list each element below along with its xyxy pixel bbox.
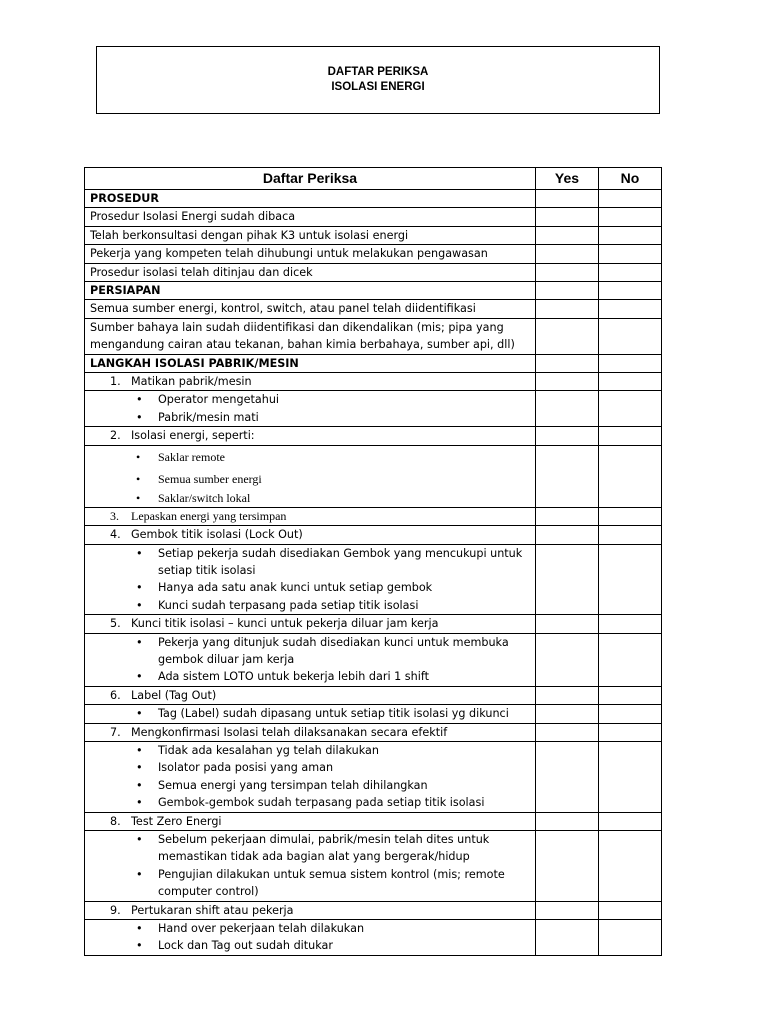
bullet-item bbox=[90, 409, 535, 426]
bullet-item bbox=[90, 490, 535, 507]
bullet-item bbox=[90, 794, 535, 811]
checklist-item-cell bbox=[85, 544, 536, 615]
numbered-step bbox=[90, 508, 535, 525]
table-row bbox=[85, 686, 662, 704]
bullet-icon: • bbox=[136, 598, 143, 612]
checklist-item-cell bbox=[85, 741, 536, 812]
step-number: 2. bbox=[110, 429, 121, 443]
numbered-step bbox=[90, 615, 535, 632]
checklist-item-cell bbox=[85, 633, 536, 686]
bullet-item bbox=[90, 759, 535, 776]
bullet-text: Hand over pekerjaan telah dilakukan bbox=[158, 922, 365, 936]
bullet-item bbox=[90, 920, 535, 937]
bullet-item bbox=[90, 866, 535, 901]
yes-checkbox-cell[interactable] bbox=[536, 263, 599, 281]
yes-checkbox-cell[interactable] bbox=[536, 300, 599, 318]
numbered-step bbox=[90, 373, 535, 390]
bullet-item bbox=[90, 937, 535, 954]
bullet-item bbox=[90, 777, 535, 794]
table-row bbox=[85, 300, 662, 318]
checklist-item-text: Prosedur Isolasi Energi sudah dibaca bbox=[90, 210, 296, 224]
bullet-icon: • bbox=[136, 581, 143, 595]
bullet-text: Isolator pada posisi yang aman bbox=[158, 761, 334, 775]
no-checkbox-cell[interactable] bbox=[599, 920, 662, 956]
bullet-text: Kunci sudah terpasang pada setiap titik isolasi bbox=[158, 598, 419, 612]
bullet-text: Semua energi yang tersimpan telah dihilangkan bbox=[158, 778, 428, 792]
step-text: Isolasi energi, seperti: bbox=[131, 429, 255, 443]
bullet-item bbox=[90, 446, 535, 468]
bullet-icon: • bbox=[136, 867, 143, 881]
table-row bbox=[85, 831, 662, 902]
table-row bbox=[85, 318, 662, 354]
bullet-icon: • bbox=[136, 670, 143, 684]
checklist-item-cell bbox=[85, 391, 536, 427]
yes-checkbox-cell[interactable] bbox=[536, 705, 599, 723]
bullet-icon: • bbox=[136, 707, 143, 721]
bullet-item bbox=[90, 831, 535, 866]
checklist-item-cell bbox=[85, 300, 536, 318]
section-heading: PROSEDUR bbox=[90, 192, 160, 205]
step-number: 6. bbox=[110, 688, 121, 702]
no-checkbox-cell[interactable] bbox=[599, 812, 662, 830]
step-number: 9. bbox=[110, 903, 121, 917]
bullet-icon: • bbox=[136, 393, 143, 407]
bullet-text: Gembok-gembok sudah terpasang pada setiap titik isolasi bbox=[158, 796, 485, 810]
checklist-item-cell bbox=[85, 263, 536, 281]
column-header-yes: Yes bbox=[536, 168, 599, 190]
bullet-text: Hanya ada satu anak kunci untuk setiap gembok bbox=[158, 581, 433, 595]
bullet-item bbox=[90, 391, 535, 408]
no-checkbox-cell[interactable] bbox=[599, 633, 662, 686]
section-heading: LANGKAH ISOLASI PABRIK/MESIN bbox=[90, 356, 299, 370]
column-header-checklist: Daftar Periksa bbox=[85, 168, 536, 190]
yes-checkbox-cell[interactable] bbox=[536, 544, 599, 615]
yes-checkbox-cell[interactable] bbox=[536, 373, 599, 391]
step-number: 7. bbox=[110, 725, 121, 739]
yes-checkbox-cell[interactable] bbox=[536, 741, 599, 812]
table-row bbox=[85, 226, 662, 244]
table-row bbox=[85, 544, 662, 615]
yes-checkbox-cell[interactable] bbox=[536, 245, 599, 263]
bullet-text: Tag (Label) sudah dipasang untuk setiap titik isolasi yg dikunci bbox=[158, 707, 509, 721]
checklist-item-text: Semua sumber energi, kontrol, switch, atau panel telah diidentifikasi bbox=[90, 302, 476, 316]
no-checkbox-cell[interactable] bbox=[599, 190, 662, 208]
checklist-item-cell bbox=[85, 526, 536, 544]
bullet-icon: • bbox=[136, 471, 141, 486]
no-checkbox-cell[interactable] bbox=[599, 544, 662, 615]
bullet-item bbox=[90, 579, 535, 596]
no-checkbox-cell[interactable] bbox=[599, 226, 662, 244]
yes-checkbox-cell[interactable] bbox=[536, 507, 599, 525]
table-row bbox=[85, 354, 662, 372]
bullet-icon: • bbox=[136, 410, 143, 424]
bullet-item bbox=[90, 742, 535, 759]
no-checkbox-cell[interactable] bbox=[599, 445, 662, 507]
bullet-text: Saklar remote bbox=[158, 449, 225, 464]
table-row bbox=[85, 615, 662, 633]
no-checkbox-cell[interactable] bbox=[599, 391, 662, 427]
no-checkbox-cell[interactable] bbox=[599, 615, 662, 633]
no-checkbox-cell[interactable] bbox=[599, 526, 662, 544]
yes-checkbox-cell[interactable] bbox=[536, 901, 599, 919]
table-row bbox=[85, 920, 662, 956]
checklist-item-cell bbox=[85, 831, 536, 902]
yes-checkbox-cell[interactable] bbox=[536, 633, 599, 686]
bullet-icon: • bbox=[136, 449, 141, 464]
no-checkbox-cell[interactable] bbox=[599, 354, 662, 372]
table-row bbox=[85, 245, 662, 263]
table-row bbox=[85, 633, 662, 686]
no-checkbox-cell[interactable] bbox=[599, 507, 662, 525]
bullet-text: Tidak ada kesalahan yg telah dilakukan bbox=[158, 743, 379, 757]
yes-checkbox-cell[interactable] bbox=[536, 526, 599, 544]
numbered-step bbox=[90, 813, 535, 830]
step-number: 5. bbox=[110, 617, 121, 631]
bullet-icon: • bbox=[136, 796, 143, 810]
no-checkbox-cell[interactable] bbox=[599, 427, 662, 445]
checklist-table bbox=[84, 167, 662, 956]
checklist-item-cell bbox=[85, 812, 536, 830]
bullet-item bbox=[90, 705, 535, 722]
no-checkbox-cell[interactable] bbox=[599, 901, 662, 919]
checklist-item-cell bbox=[85, 245, 536, 263]
table-row bbox=[85, 391, 662, 427]
bullet-text: Ada sistem LOTO untuk bekerja lebih dari 1 shift bbox=[158, 670, 429, 684]
checklist-item-cell bbox=[85, 318, 536, 354]
bullet-item bbox=[90, 545, 535, 580]
bullet-text: Setiap pekerja sudah disediakan Gembok yang mencukupi untuk setiap titik isolasi bbox=[158, 546, 523, 577]
checklist-item-cell bbox=[85, 445, 536, 507]
bullet-text: Pengujian dilakukan untuk semua sistem kontrol (mis; remote computer control) bbox=[158, 867, 505, 899]
table-row bbox=[85, 705, 662, 723]
step-text: Kunci titik isolasi – kunci untuk pekerja diluar jam kerja bbox=[131, 617, 439, 631]
yes-checkbox-cell[interactable] bbox=[536, 686, 599, 704]
yes-checkbox-cell[interactable] bbox=[536, 920, 599, 956]
title-line-2: ISOLASI ENERGI bbox=[331, 81, 425, 93]
no-checkbox-cell[interactable] bbox=[599, 723, 662, 741]
bullet-item bbox=[90, 668, 535, 685]
no-checkbox-cell[interactable] bbox=[599, 208, 662, 226]
checklist-body bbox=[85, 190, 662, 956]
table-header-row bbox=[85, 168, 662, 190]
yes-checkbox-cell[interactable] bbox=[536, 831, 599, 902]
checklist-item-text: Sumber bahaya lain sudah diidentifikasi dan dikendalikan (mis; pipa yang mengandung cairan atau tekanan, bahan kimia berbahaya, sumber api, dll) bbox=[90, 320, 515, 352]
numbered-step bbox=[90, 526, 535, 543]
no-checkbox-cell[interactable] bbox=[599, 282, 662, 300]
checklist-item-cell bbox=[85, 190, 536, 208]
bullet-text: Lock dan Tag out sudah ditukar bbox=[158, 939, 333, 953]
bullet-icon: • bbox=[136, 833, 143, 846]
checklist-item-cell bbox=[85, 507, 536, 525]
yes-checkbox-cell[interactable] bbox=[536, 391, 599, 427]
checklist-item-cell bbox=[85, 686, 536, 704]
step-number: 1. bbox=[110, 375, 121, 389]
table-row bbox=[85, 741, 662, 812]
no-checkbox-cell[interactable] bbox=[599, 245, 662, 263]
bullet-icon: • bbox=[136, 743, 143, 757]
yes-checkbox-cell[interactable] bbox=[536, 445, 599, 507]
checklist-item-text: Telah berkonsultasi dengan pihak K3 untuk isolasi energi bbox=[90, 228, 409, 242]
no-checkbox-cell[interactable] bbox=[599, 318, 662, 354]
bullet-icon: • bbox=[136, 490, 141, 505]
column-header-no: No bbox=[599, 168, 662, 190]
bullet-icon: • bbox=[136, 761, 143, 775]
checklist-item-cell bbox=[85, 282, 536, 300]
checklist-item-cell bbox=[85, 901, 536, 919]
yes-checkbox-cell[interactable] bbox=[536, 812, 599, 830]
bullet-item bbox=[90, 468, 535, 490]
bullet-icon: • bbox=[136, 635, 143, 649]
bullet-text: Pekerja yang ditunjuk sudah disediakan kunci untuk membuka gembok diluar jam kerja bbox=[158, 635, 509, 666]
checklist-item-cell bbox=[85, 373, 536, 391]
step-number: 8. bbox=[110, 814, 121, 828]
numbered-step bbox=[90, 687, 535, 704]
step-text: Test Zero Energi bbox=[131, 814, 222, 828]
checklist-item-cell bbox=[85, 723, 536, 741]
table-row bbox=[85, 526, 662, 544]
document-title-box bbox=[96, 46, 660, 114]
table-row bbox=[85, 373, 662, 391]
no-checkbox-cell[interactable] bbox=[599, 373, 662, 391]
yes-checkbox-cell[interactable] bbox=[536, 427, 599, 445]
table-row bbox=[85, 507, 662, 525]
bullet-icon: • bbox=[136, 546, 143, 560]
bullet-item bbox=[90, 634, 535, 669]
step-number: 3. bbox=[110, 508, 119, 523]
no-checkbox-cell[interactable] bbox=[599, 741, 662, 812]
table-row bbox=[85, 427, 662, 445]
table-row bbox=[85, 901, 662, 919]
bullet-text: Saklar/switch lokal bbox=[158, 490, 251, 505]
no-checkbox-cell[interactable] bbox=[599, 300, 662, 318]
table-row bbox=[85, 208, 662, 226]
no-checkbox-cell[interactable] bbox=[599, 831, 662, 902]
yes-checkbox-cell[interactable] bbox=[536, 318, 599, 354]
bullet-item bbox=[90, 597, 535, 614]
step-text: Lepaskan energi yang tersimpan bbox=[131, 508, 287, 523]
checklist-item-cell bbox=[85, 615, 536, 633]
checklist-item-text: Pekerja yang kompeten telah dihubungi untuk melakukan pengawasan bbox=[90, 247, 488, 261]
checklist-item-cell bbox=[85, 705, 536, 723]
checklist-item-cell bbox=[85, 354, 536, 372]
no-checkbox-cell[interactable] bbox=[599, 263, 662, 281]
yes-checkbox-cell[interactable] bbox=[536, 190, 599, 208]
step-text: Mengkonfirmasi Isolasi telah dilaksanakan secara efektif bbox=[131, 725, 448, 739]
step-text: Pertukaran shift atau pekerja bbox=[131, 903, 294, 917]
checklist-item-cell bbox=[85, 920, 536, 956]
yes-checkbox-cell[interactable] bbox=[536, 208, 599, 226]
numbered-step bbox=[90, 902, 535, 919]
step-text: Label (Tag Out) bbox=[131, 688, 217, 702]
bullet-icon: • bbox=[136, 939, 143, 953]
bullet-text: Sebelum pekerjaan dimulai, pabrik/mesin telah dites untuk memastikan tidak ada bagian alat yang bergerak/hidup bbox=[158, 833, 490, 864]
bullet-text: Operator mengetahui bbox=[158, 393, 280, 407]
table-row bbox=[85, 445, 662, 507]
step-text: Matikan pabrik/mesin bbox=[131, 375, 252, 389]
yes-checkbox-cell[interactable] bbox=[536, 282, 599, 300]
numbered-step bbox=[90, 724, 535, 741]
title-line-1: DAFTAR PERIKSA bbox=[327, 66, 429, 78]
step-number: 4. bbox=[110, 528, 121, 542]
bullet-text: Pabrik/mesin mati bbox=[158, 410, 259, 424]
section-heading: PERSIAPAN bbox=[90, 284, 161, 298]
table-row bbox=[85, 282, 662, 300]
yes-checkbox-cell[interactable] bbox=[536, 723, 599, 741]
step-text: Gembok titik isolasi (Lock Out) bbox=[131, 528, 303, 542]
no-checkbox-cell[interactable] bbox=[599, 686, 662, 704]
checklist-item-cell bbox=[85, 208, 536, 226]
table-row bbox=[85, 723, 662, 741]
bullet-icon: • bbox=[136, 778, 143, 792]
checklist-item-cell bbox=[85, 427, 536, 445]
yes-checkbox-cell[interactable] bbox=[536, 226, 599, 244]
table-row bbox=[85, 263, 662, 281]
table-row bbox=[85, 812, 662, 830]
checklist-item-text: Prosedur isolasi telah ditinjau dan dicek bbox=[90, 265, 313, 279]
yes-checkbox-cell[interactable] bbox=[536, 354, 599, 372]
no-checkbox-cell[interactable] bbox=[599, 705, 662, 723]
checklist-item-cell bbox=[85, 226, 536, 244]
yes-checkbox-cell[interactable] bbox=[536, 615, 599, 633]
numbered-step bbox=[90, 427, 535, 444]
bullet-icon: • bbox=[136, 922, 143, 936]
table-row bbox=[85, 190, 662, 208]
bullet-text: Semua sumber energi bbox=[158, 471, 262, 486]
